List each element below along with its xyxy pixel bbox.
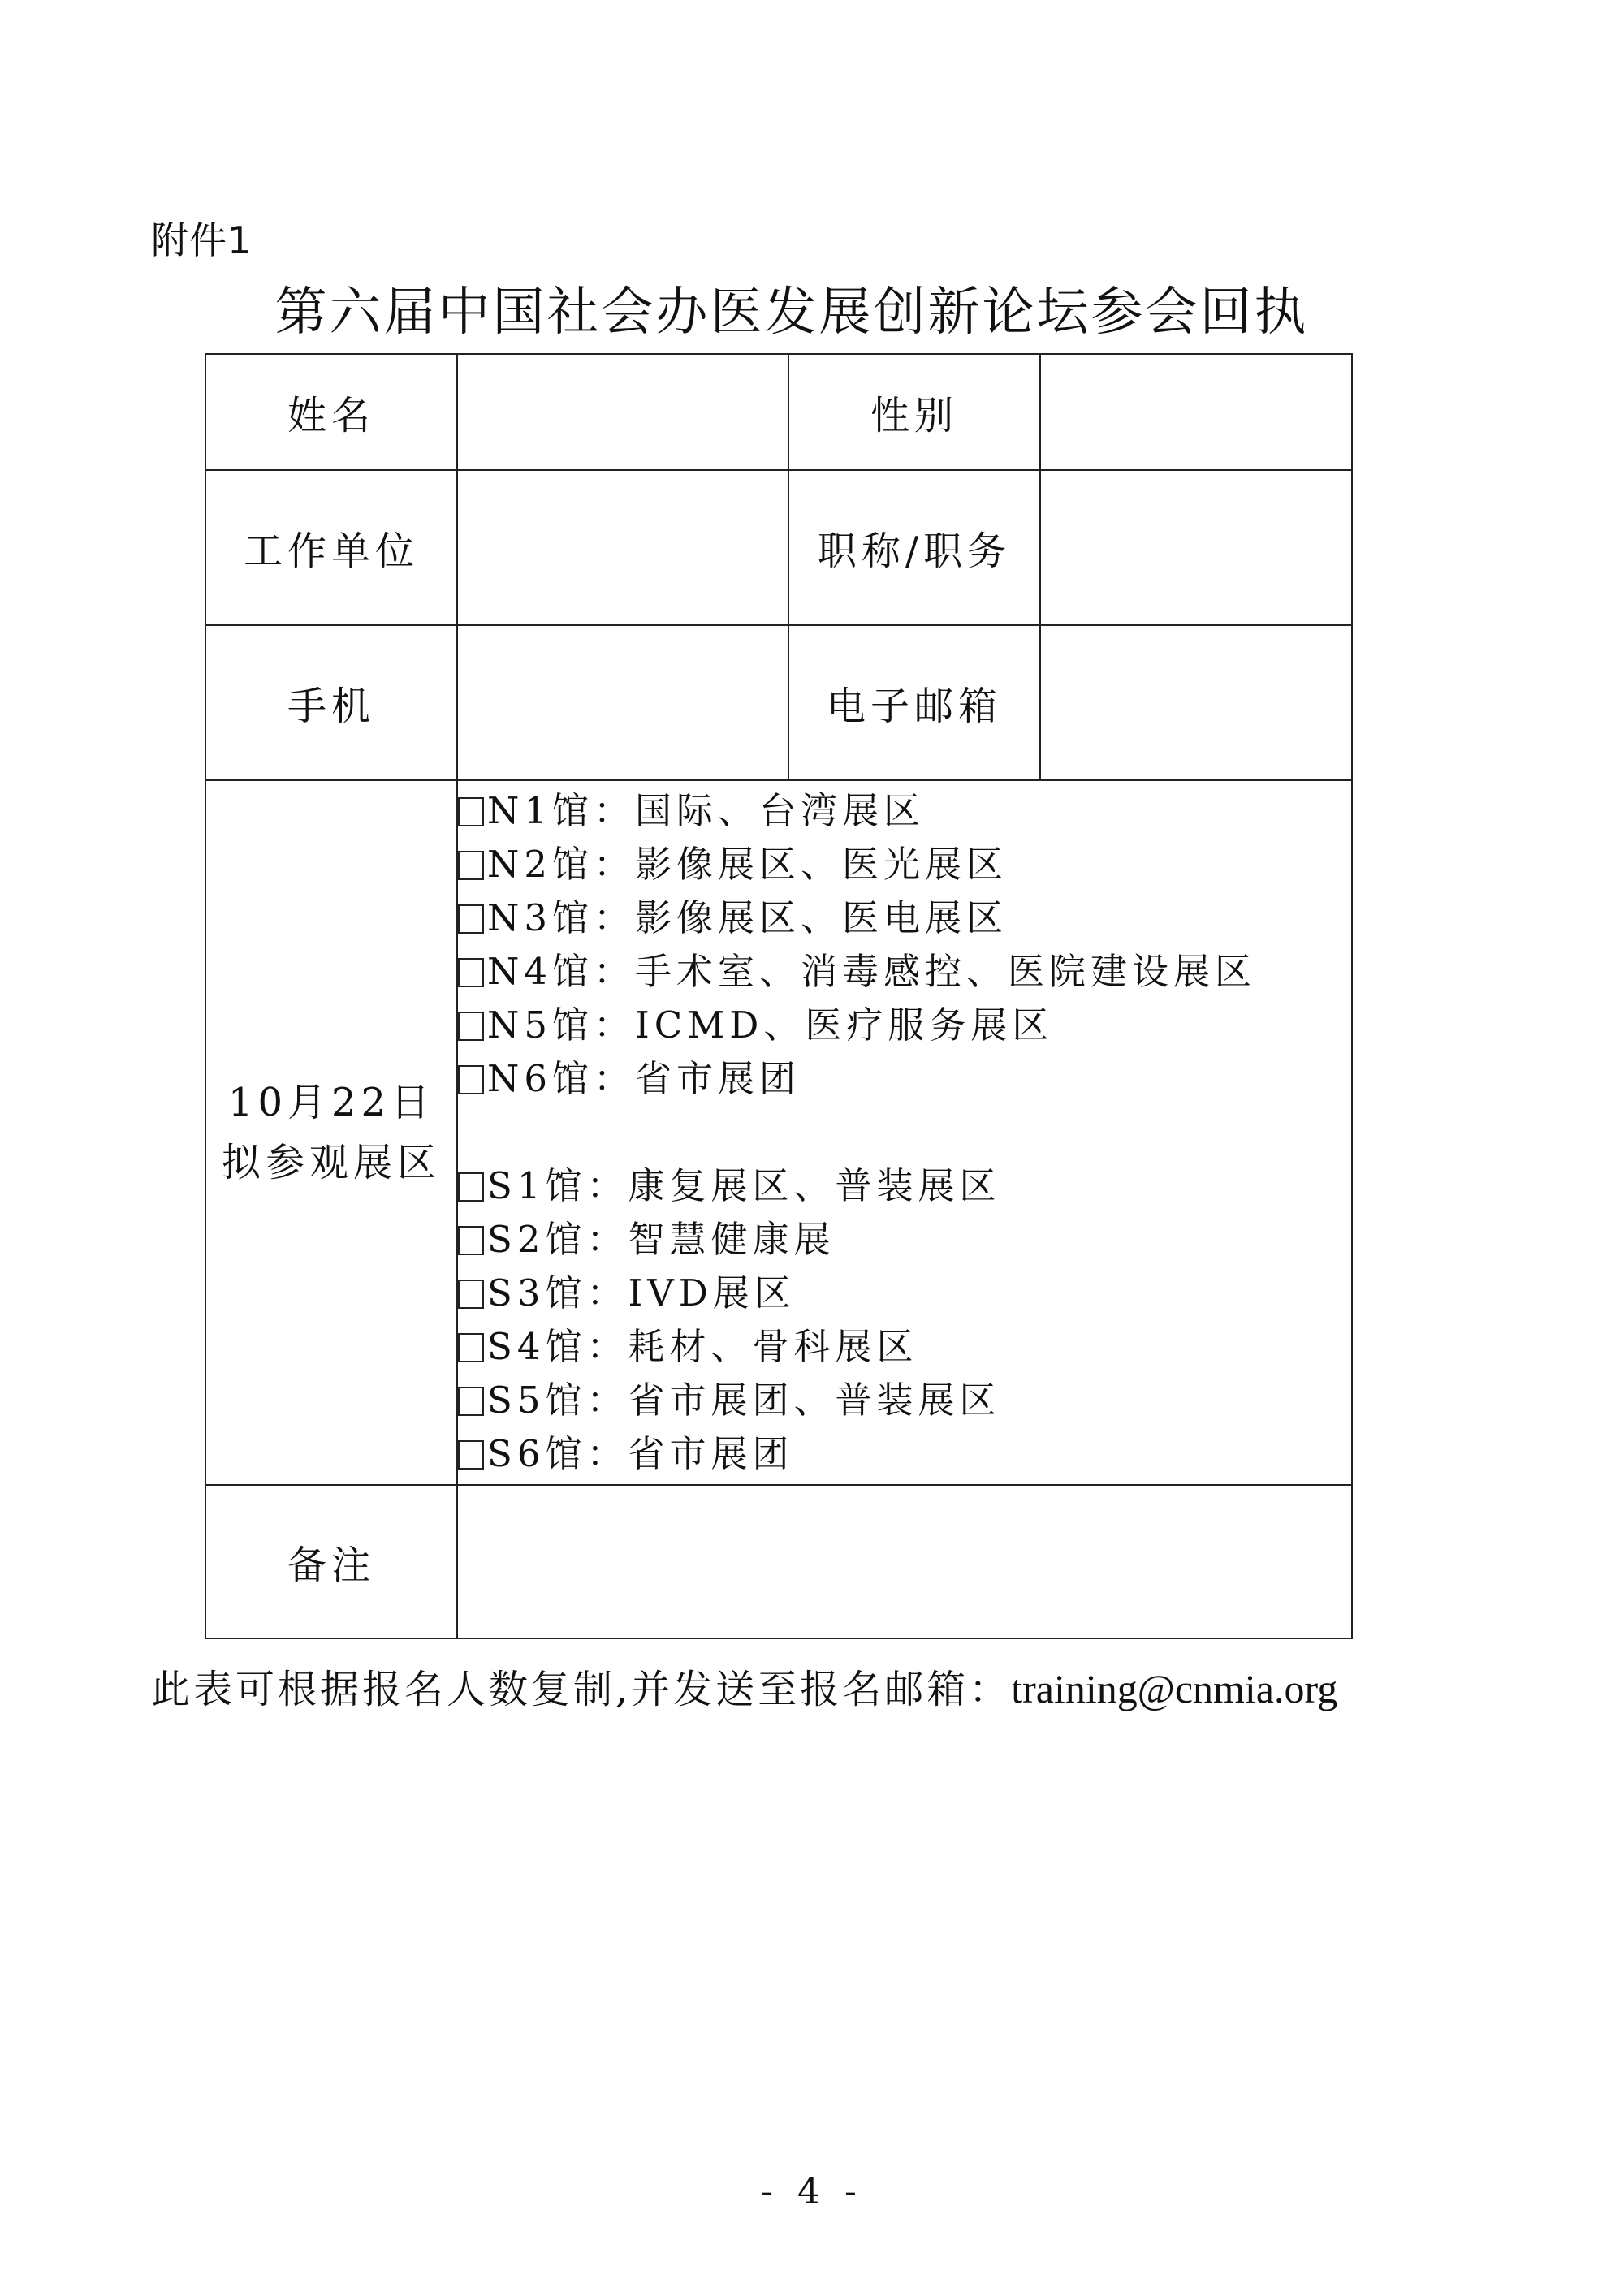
hall-options <box>457 780 1352 1485</box>
form-row-phone <box>205 625 1352 780</box>
checkbox-icon[interactable] <box>458 1065 484 1094</box>
email-field[interactable] <box>1040 625 1352 780</box>
hall-option-label: S2馆：智慧健康展 <box>487 1218 836 1261</box>
name-field[interactable] <box>457 354 788 470</box>
hall-option[interactable] <box>458 891 1351 945</box>
visit-date-label: 10月22日 <box>227 1080 435 1125</box>
form-row-remark <box>205 1485 1352 1638</box>
checkbox-icon[interactable] <box>458 797 484 826</box>
hall-option-label: S5馆：省市展团、普装展区 <box>487 1379 1001 1422</box>
footer-note <box>151 1664 1337 1714</box>
visit-area-label: 拟参观展区 <box>221 1140 441 1185</box>
hall-option-label: S3馆：IVD展区 <box>487 1271 796 1314</box>
footer-email-link[interactable]: training@cnmia.org <box>1011 1666 1338 1711</box>
registration-form-table <box>205 353 1353 1639</box>
checkbox-icon[interactable] <box>458 1172 484 1202</box>
checkbox-icon[interactable] <box>458 1226 484 1255</box>
remark-field[interactable] <box>457 1485 1352 1638</box>
hall-option-label: N2馆：影像展区、医光展区 <box>487 843 1009 886</box>
hall-option-label: S4馆：耗材、骨科展区 <box>487 1325 918 1368</box>
hall-option[interactable] <box>458 945 1351 999</box>
checkbox-icon[interactable] <box>458 904 484 934</box>
checkbox-icon[interactable] <box>458 1280 484 1309</box>
hall-option[interactable] <box>458 1052 1351 1106</box>
checkbox-icon[interactable] <box>458 1387 484 1416</box>
hall-option-label: N4馆：手术室、消毒感控、医院建设展区 <box>487 950 1257 993</box>
work-unit-label: 工作单位 <box>205 470 457 625</box>
hall-option[interactable] <box>458 999 1351 1052</box>
remark-label: 备注 <box>205 1485 457 1638</box>
attachment-label: 附件1 <box>151 218 253 262</box>
gender-field[interactable] <box>1040 354 1352 470</box>
form-row-visit-halls <box>205 780 1352 1485</box>
hall-option-label: N6馆：省市展团 <box>487 1057 801 1100</box>
checkbox-icon[interactable] <box>458 1012 484 1041</box>
checkbox-icon[interactable] <box>458 1440 484 1470</box>
hall-option[interactable] <box>458 1427 1351 1481</box>
title-position-field[interactable] <box>1040 470 1352 625</box>
hall-option-label: N3馆：影像展区、医电展区 <box>487 896 1009 939</box>
footer-note-text: 此表可根据报名人数复制,并发送至报名邮箱： <box>151 1667 1012 1712</box>
hall-option-label: N5馆：ICMD、医疗服务展区 <box>487 1003 1054 1047</box>
page-number: - 4 - <box>761 2171 863 2212</box>
gender-label: 性别 <box>788 354 1040 470</box>
email-label: 电子邮箱 <box>788 625 1040 780</box>
phone-field[interactable] <box>457 625 788 780</box>
visit-halls-label <box>205 780 457 1485</box>
phone-label: 手机 <box>205 625 457 780</box>
hall-group-gap <box>458 1106 1351 1159</box>
document-title: 第六届中国社会办医发展创新论坛参会回执 <box>274 283 1309 343</box>
hall-option[interactable] <box>458 1320 1351 1374</box>
name-label: 姓名 <box>205 354 457 470</box>
form-row-name <box>205 354 1352 470</box>
hall-option[interactable] <box>458 1374 1351 1427</box>
hall-option-label: N1馆：国际、台湾展区 <box>487 789 926 832</box>
hall-option[interactable] <box>458 1159 1351 1213</box>
hall-option[interactable] <box>458 784 1351 838</box>
hall-option[interactable] <box>458 1213 1351 1267</box>
title-position-label: 职称/职务 <box>788 470 1040 625</box>
form-row-work-unit <box>205 470 1352 625</box>
hall-option[interactable] <box>458 1267 1351 1320</box>
hall-option-label: S1馆：康复展区、普装展区 <box>487 1164 1001 1207</box>
hall-option[interactable] <box>458 838 1351 891</box>
checkbox-icon[interactable] <box>458 851 484 880</box>
checkbox-icon[interactable] <box>458 1333 484 1362</box>
hall-option-label: S6馆：省市展团 <box>487 1432 794 1475</box>
work-unit-field[interactable] <box>457 470 788 625</box>
checkbox-icon[interactable] <box>458 958 484 987</box>
